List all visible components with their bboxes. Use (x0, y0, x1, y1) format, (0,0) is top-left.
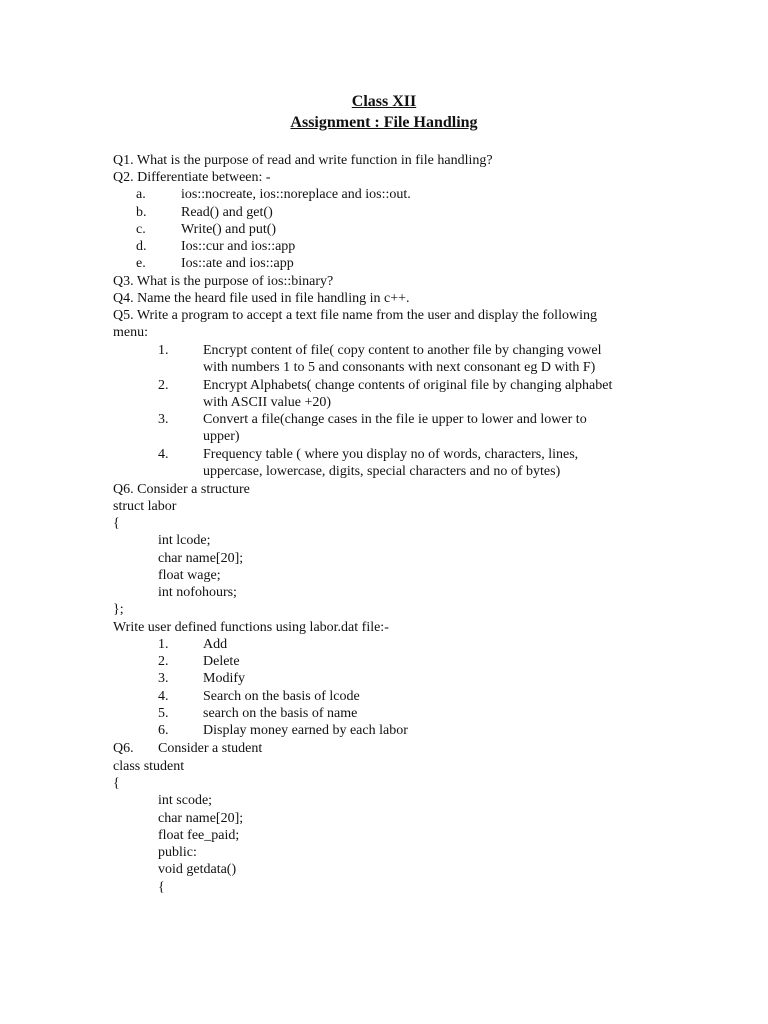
q6-item-label: 4. (158, 689, 169, 704)
code-line: float fee_paid; (158, 828, 240, 843)
q6-item-text: Modify (203, 671, 245, 686)
question-3: Q3. What is the purpose of ios::binary? (113, 274, 334, 289)
question-6-instruction: Write user defined functions using labor.dat file:- (113, 620, 389, 635)
q2-item-label: d. (136, 239, 147, 254)
q5-item-label: 1. (158, 343, 169, 358)
q5-item-text: Encrypt content of file( copy content to another file by changing vowel (203, 343, 602, 358)
q5-item-text: Convert a file(change cases in the file ie upper to lower and lower to (203, 412, 587, 427)
question-5: Q5. Write a program to accept a text file name from the user and display the following (113, 308, 597, 323)
q2-item-text: Ios::ate and ios::app (181, 256, 294, 271)
code-line: struct labor (113, 499, 177, 514)
code-line: void getdata() (158, 862, 237, 877)
q5-item-label: 2. (158, 378, 169, 393)
q5-item-text: uppercase, lowercase, digits, special characters and no of bytes) (203, 464, 561, 479)
q5-item-text: upper) (203, 429, 240, 444)
q5-item-text: Encrypt Alphabets( change contents of original file by changing alphabet (203, 378, 613, 393)
q6-item-text: Display money earned by each labor (203, 723, 408, 738)
q6-item-text: search on the basis of name (203, 706, 358, 721)
q5-item-label: 4. (158, 447, 169, 462)
class-title: Class XII (351, 93, 417, 110)
q2-item-text: Ios::cur and ios::app (181, 239, 296, 254)
question-5-continued: menu: (113, 325, 148, 340)
q2-item-label: a. (136, 187, 146, 202)
code-line: { (113, 516, 120, 531)
q6-item-label: 3. (158, 671, 169, 686)
q6-item-text: Delete (203, 654, 240, 669)
code-line: char name[20]; (158, 811, 244, 826)
question-4: Q4. Name the heard file used in file handling in c++. (113, 291, 410, 306)
question-6-class: Consider a student (158, 741, 263, 756)
q2-item-label: e. (136, 256, 146, 271)
question-2: Q2. Differentiate between: - (113, 170, 271, 185)
question-6b-label: Q6. (113, 741, 134, 756)
q2-item-label: b. (136, 205, 147, 220)
question-6-structure: Q6. Consider a structure (113, 482, 250, 497)
question-1: Q1. What is the purpose of read and write function in file handling? (113, 153, 493, 168)
q5-item-label: 3. (158, 412, 169, 427)
code-line: int nofohours; (158, 585, 237, 600)
q2-item-text: Write() and put() (181, 222, 277, 237)
q2-item-text: Read() and get() (181, 205, 273, 220)
code-line: public: (158, 845, 197, 860)
q6-item-label: 5. (158, 706, 169, 721)
q2-item-label: c. (136, 222, 146, 237)
q5-item-text: with ASCII value +20) (203, 395, 332, 410)
q6-item-label: 2. (158, 654, 169, 669)
code-line: { (113, 776, 120, 791)
assignment-title: Assignment : File Handling (290, 114, 478, 131)
q6-item-label: 1. (158, 637, 169, 652)
q6-item-text: Add (203, 637, 228, 652)
q6-item-text: Search on the basis of lcode (203, 689, 360, 704)
code-line: float wage; (158, 568, 221, 583)
code-line: int scode; (158, 793, 213, 808)
code-line: class student (113, 759, 185, 774)
code-line: int lcode; (158, 533, 211, 548)
code-line: { (158, 880, 165, 895)
code-line: }; (113, 602, 124, 617)
q2-item-text: ios::nocreate, ios::noreplace and ios::out. (181, 187, 411, 202)
q6-item-label: 6. (158, 723, 169, 738)
q5-item-text: Frequency table ( where you display no of words, characters, lines, (203, 447, 579, 462)
code-line: char name[20]; (158, 551, 244, 566)
q5-item-text: with numbers 1 to 5 and consonants with next consonant eg D with F) (203, 360, 596, 375)
